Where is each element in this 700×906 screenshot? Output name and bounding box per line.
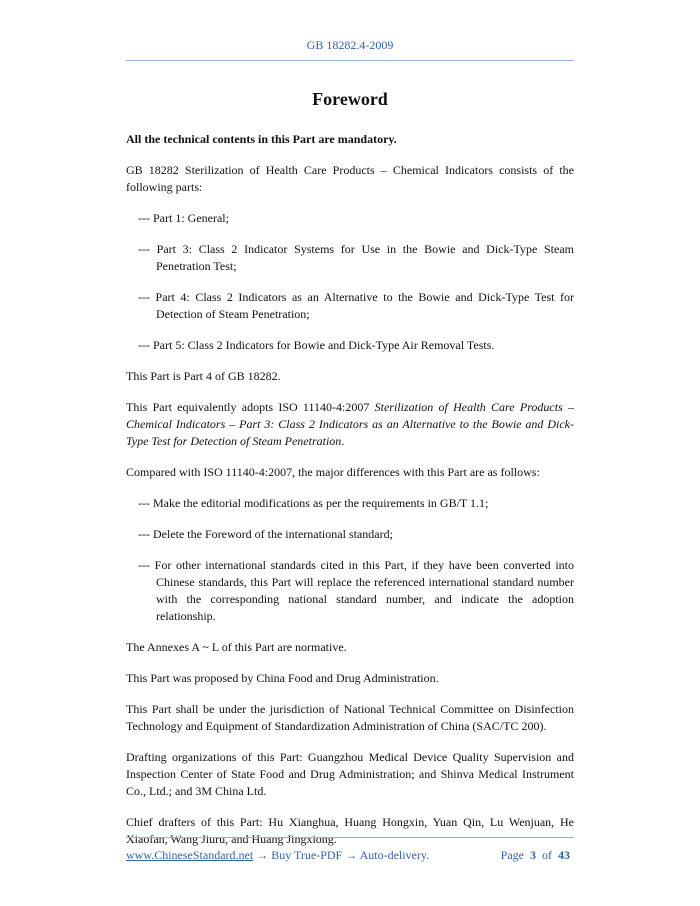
series-intro: GB 18282 Sterilization of Health Care Products – Chemical Indicators consists of the following parts: [126, 163, 574, 194]
adoption-iso-title: Sterilization of Health Care Products – Chemical Indicators – Part 3: Class 2 Indicators as an Alternative to the Bowie and Dick-Type Test for Detection of Steam Penetration [126, 400, 574, 448]
differences-intro: Compared with ISO 11140-4:2007, the major differences with this Part are as follows: [126, 465, 540, 479]
page-label: Page [500, 848, 524, 862]
list-item-difference-3: --- For other international standards cited in this Part, if they have been converted into Chinese standards, this Part will replace the referenced international standard number with the corresponding national standard number, and indicate the adoption relationship. [138, 558, 574, 623]
page-indicator [501, 848, 570, 863]
proposed-by: This Part was proposed by China Food and Drug Administration. [126, 671, 439, 685]
chief-drafters: Chief drafters of this Part: Hu Xianghua, Huang Hongxin, Yuan Qin, Lu Wenjuan, He Xiaofan, Wang Jiuru, and Huang Jingxiong. [126, 815, 574, 846]
mandatory-note: All the technical contents in this Part are mandatory. [126, 132, 397, 146]
adoption-prefix: This Part equivalently adopts ISO 11140-4:2007 [126, 400, 375, 414]
page-title: Foreword [312, 89, 388, 109]
list-item-difference-1: --- Make the editorial modifications as per the requirements in GB/T 1.1; [138, 496, 489, 510]
drafting-organizations: Drafting organizations of this Part: Guangzhou Medical Device Quality Supervision and Inspection Center of State Food and Drug Administration; and Shinva Medical Instrument Co., Ltd.; and 3M China Ltd. [126, 750, 574, 798]
list-item-difference-2: --- Delete the Foreword of the international standard; [138, 527, 393, 541]
adoption-statement [126, 399, 574, 450]
footer-divider [126, 837, 574, 838]
adoption-suffix: . [341, 434, 345, 448]
list-item-part-1: --- Part 1: General; [138, 211, 229, 225]
page-of: of [542, 848, 552, 862]
document-body [126, 88, 574, 862]
page-total: 43 [558, 848, 570, 862]
list-item-part-3: --- Part 3: Class 2 Indicator Systems for Use in the Bowie and Dick-Type Steam Penetration Test; [138, 242, 574, 273]
footer-promo-text: → Buy True-PDF → Auto-delivery. [253, 848, 430, 862]
list-item-part-5: --- Part 5: Class 2 Indicators for Bowie and Dick-Type Air Removal Tests. [138, 338, 495, 352]
header-divider [126, 60, 574, 61]
page-current: 3 [530, 848, 536, 862]
part-statement: This Part is Part 4 of GB 18282. [126, 369, 281, 383]
header-doc-code: GB 18282.4-2009 [306, 38, 394, 52]
footer-promo [126, 848, 429, 863]
list-item-part-4: --- Part 4: Class 2 Indicators as an Alternative to the Bowie and Dick-Type Test for Detection of Steam Penetration; [138, 290, 574, 321]
annexes-statement: The Annexes A ~ L of this Part are normative. [126, 640, 347, 654]
jurisdiction-statement: This Part shall be under the jurisdiction of National Technical Committee on Disinfection Technology and Equipment of Standardization Administration of China (SAC/TC 200). [126, 702, 574, 733]
site-link[interactable]: www.ChineseStandard.net [126, 848, 254, 862]
